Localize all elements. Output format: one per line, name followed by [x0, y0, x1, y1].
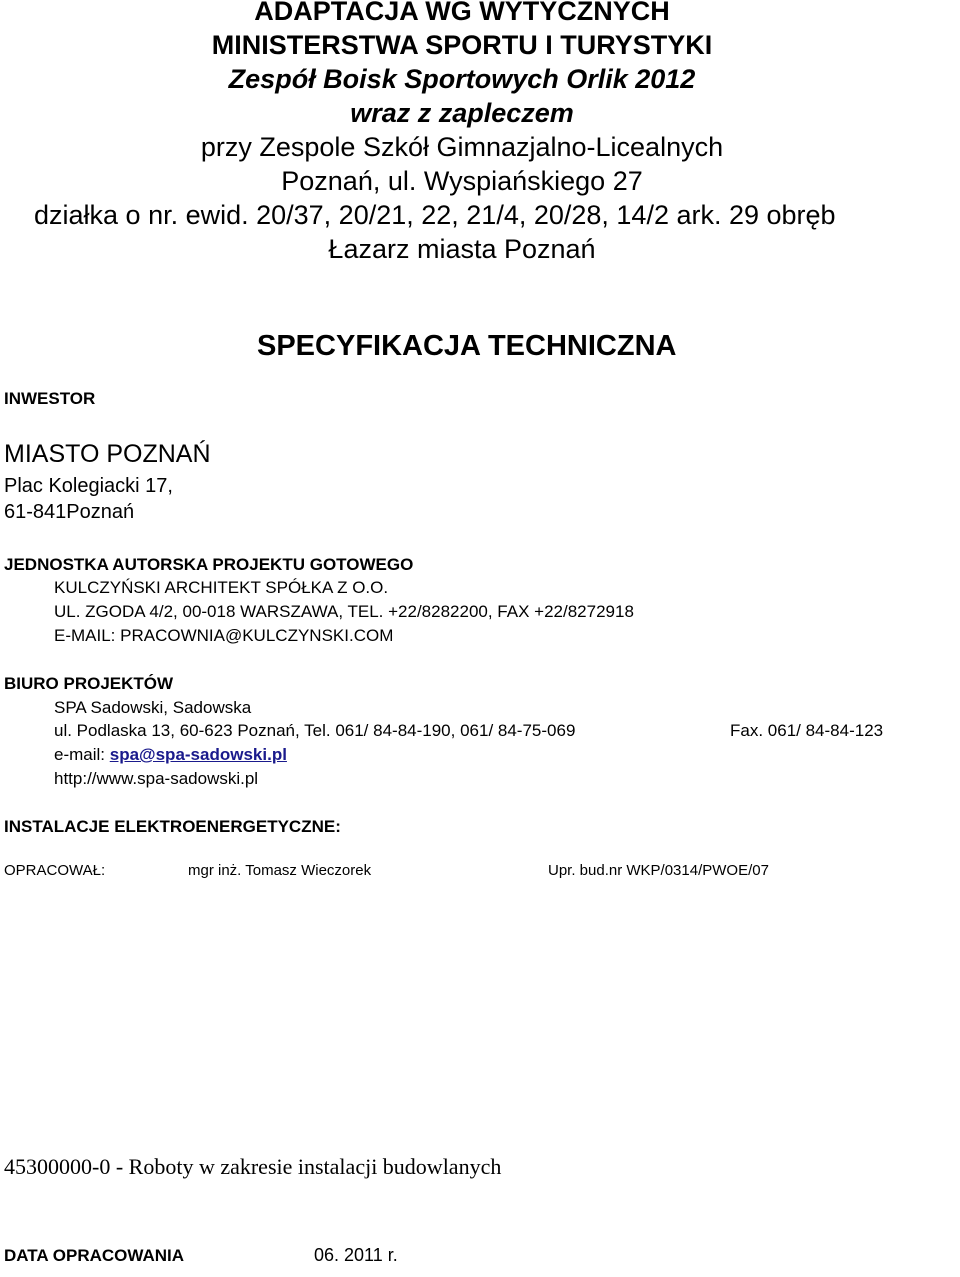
prepared-label: OPRACOWAŁ: [4, 862, 106, 879]
investor-name: MIASTO POZNAŃ [4, 440, 211, 468]
header-line-6: Poznań, ul. Wyspiańskiego 27 [281, 166, 643, 196]
design-office-fax: Fax. 061/ 84-84-123 [730, 721, 884, 740]
investor-address-1: Plac Kolegiacki 17, [4, 475, 173, 497]
header-line-1: ADAPTACJA WG WYTYCZNYCH [254, 0, 670, 26]
author-unit-line-3: E-MAIL: PRACOWNIA@KULCZYNSKI.COM [54, 626, 394, 645]
design-office-label: BIURO PROJEKTÓW [4, 674, 174, 693]
email-label: e-mail: [54, 745, 110, 764]
header-line-2: MINISTERSTWA SPORTU I TURYSTYKI [211, 30, 713, 60]
header-line-5: przy Zespole Szkół Gimnazjalno-Licealnych [200, 132, 724, 162]
design-office-name: SPA Sadowski, Sadowska [54, 698, 252, 717]
prepared-license: Upr. bud.nr WKP/0314/PWOE/07 [548, 862, 769, 879]
design-office-address: ul. Podlaska 13, 60-623 Poznań, Tel. 061/ 84-84-190, 061/ 84-75-069 [54, 721, 576, 740]
author-unit-line-2: UL. ZGODA 4/2, 00-018 WARSZAWA, TEL. +22/8282200, FAX +22/8272918 [54, 602, 634, 621]
author-unit-label: JEDNOSTKA AUTORSKA PROJEKTU GOTOWEGO [4, 555, 414, 574]
header-line-3: Zespół Boisk Sportowych Orlik 2012 [228, 64, 696, 94]
email-link[interactable]: spa@spa-sadowski.pl [109, 745, 287, 764]
header-line-8: Łazarz miasta Poznań [328, 234, 596, 264]
design-office-website[interactable]: http://www.spa-sadowski.pl [54, 769, 259, 788]
date-value: 06. 2011 r. [314, 1245, 398, 1265]
cpv-code: 45300000-0 - Roboty w zakresie instalacji budowlanych [4, 1154, 502, 1179]
header-line-7: działka o nr. ewid. 20/37, 20/21, 22, 21/4, 20/28, 14/2 ark. 29 obręb [34, 200, 836, 230]
page-title: SPECYFIKACJA TECHNICZNA [257, 330, 677, 362]
section-heading: INSTALACJE ELEKTROENERGETYCZNE: [4, 817, 341, 836]
date-label: DATA OPRACOWANIA [4, 1246, 185, 1265]
design-office-email-row [54, 745, 287, 765]
header-line-4: wraz z zapleczem [350, 98, 574, 128]
investor-label: INWESTOR [4, 389, 96, 408]
investor-address-2: 61-841Poznań [4, 501, 135, 523]
prepared-name: mgr inż. Tomasz Wieczorek [188, 862, 372, 879]
author-unit-line-1: KULCZYŃSKI ARCHITEKT SPÓŁKA Z O.O. [54, 578, 389, 597]
